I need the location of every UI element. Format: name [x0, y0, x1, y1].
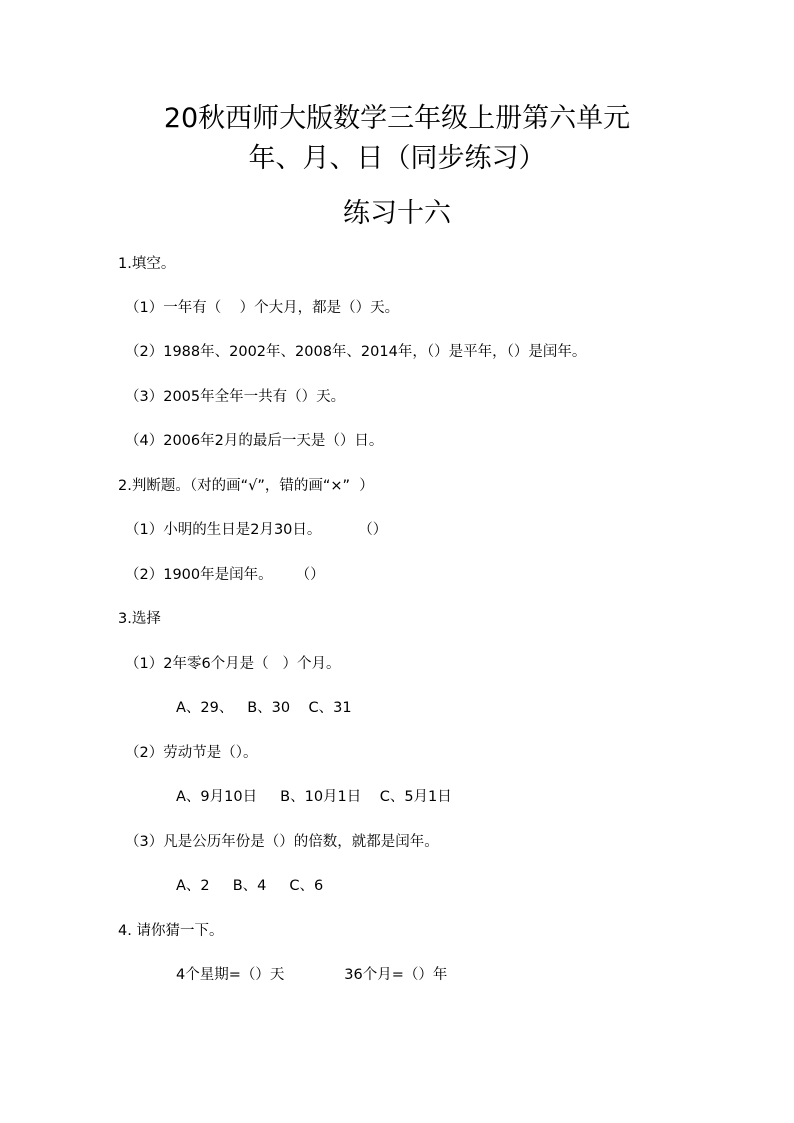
- section-1-question-3: （3）2005年全年一共有（）天。: [125, 389, 346, 405]
- section-3-question-3: （3）凡是公历年份是（）的倍数，就都是闰年。: [125, 834, 439, 850]
- page-subtitle: 练习十六: [343, 198, 451, 229]
- section-1-question-1: （1）一年有（ ）个大月，都是（）天。: [125, 300, 400, 316]
- section-1-question-2: （2）1988年、2002年、2008年、2014年，（）是平年，（）是闰年。: [125, 344, 587, 360]
- section-2-question-1: （1）小明的生日是2月30日。 （）: [125, 522, 388, 538]
- title-line-1: 20秋西师大版数学三年级上册第六单元: [163, 103, 631, 134]
- section-3-question-2: （2）劳动节是（）。: [125, 745, 258, 761]
- section-3-question-1-options: A、29、 B、30 C、31: [176, 700, 352, 716]
- section-4-line: 4个星期=（）天 36个月=（）年: [176, 967, 448, 983]
- section-1-question-4: （4）2006年2月的最后一天是（）日。: [125, 433, 384, 449]
- section-4-heading: 4. 请你猜一下。: [118, 923, 224, 939]
- section-3-question-1: （1）2年零6个月是（ ）个月。: [125, 656, 341, 672]
- section-3-question-2-options: A、9月10日 B、10月1日 C、5月1日: [176, 789, 452, 805]
- section-3-heading: 3.选择: [118, 611, 161, 627]
- title-line-2: 年、月、日（同步练习）: [248, 143, 546, 174]
- section-2-question-2: （2）1900年是闰年。 （）: [125, 567, 325, 583]
- section-2-heading: 2.判断题。（对的画“√”，错的画“×” ）: [118, 478, 374, 494]
- section-1-heading: 1.填空。: [118, 256, 176, 272]
- section-3-question-3-options: A、2 B、4 C、6: [176, 878, 324, 894]
